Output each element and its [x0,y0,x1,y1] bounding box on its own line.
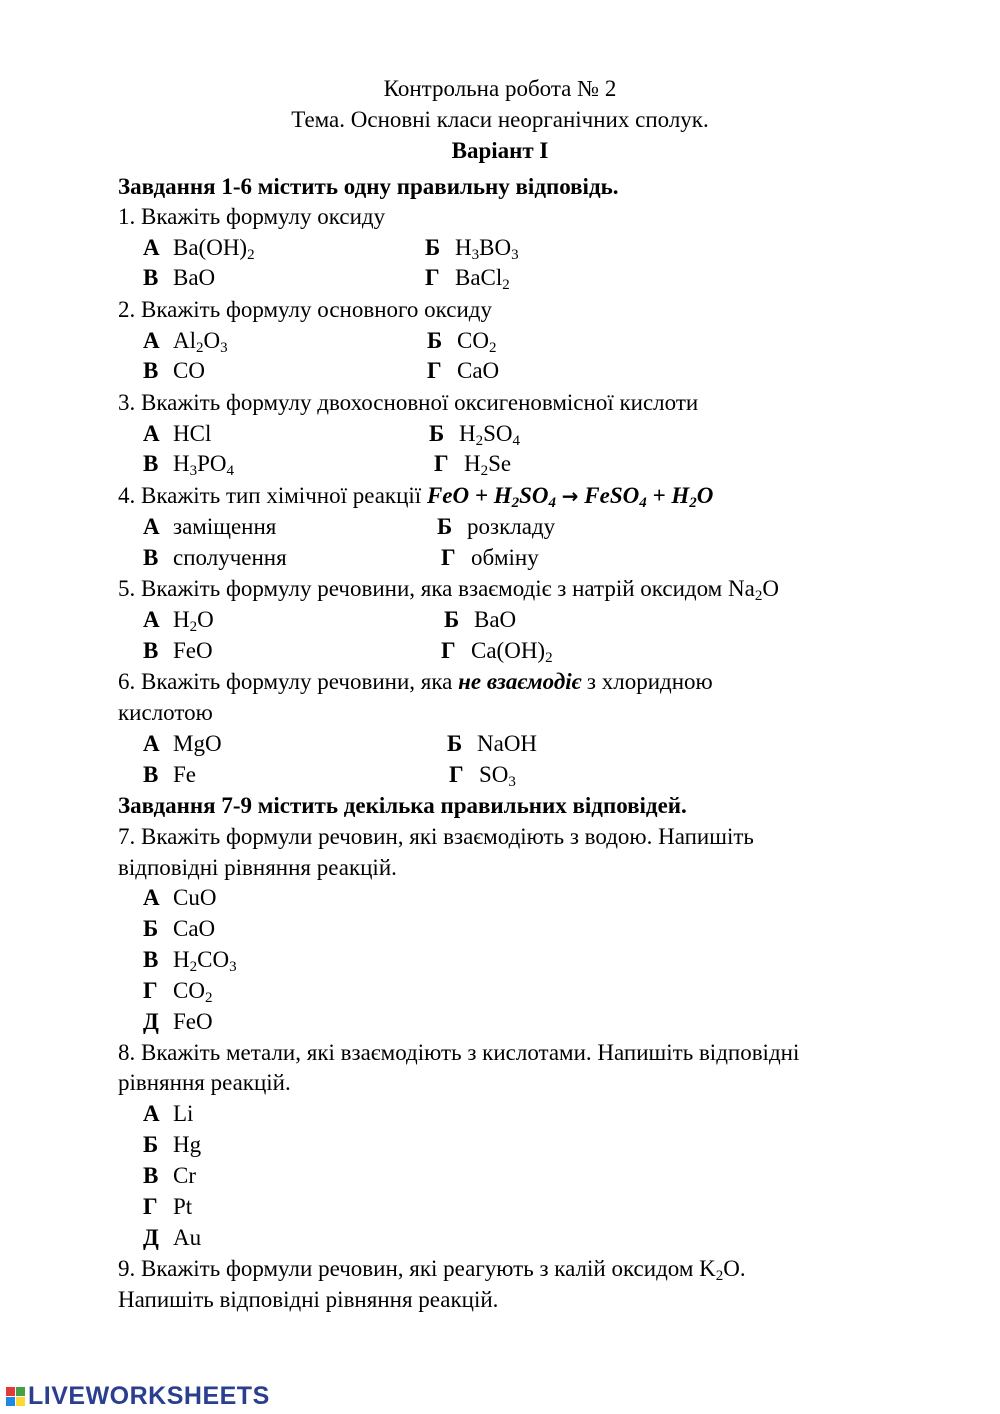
q2-option-c[interactable]: В CO [143,358,205,383]
question-7: 7. Вкажіть формули речовин, які взаємодіють з водою. Напишіть [118,824,754,849]
q7-option-e-row [0,1007,1000,1037]
logo-square-red [6,1387,15,1396]
q8-option-b-row [0,1130,1000,1160]
q1-option-b[interactable]: Б $H_3BO_3$ [425,235,519,263]
question-6-line2: кислотою [118,700,213,725]
q2-option-b[interactable]: Б $CO_2$ [427,328,497,356]
question-9-line2: Напишіть відповідні рівняння реакцій. [118,1287,499,1312]
question-4: 4. Вкажіть тип хімічної реакції FeO + $H_2SO_4$ → FeSO$_4$ + $H_2O$ [118,483,714,511]
question-3: 3. Вкажіть формулу двохосновної оксигеновмісної кислоти [118,390,699,415]
q5-options-row1 [0,605,1000,635]
question-1: 1. Вкажіть формулу оксиду [118,204,386,229]
q5-options-row2 [0,636,1000,666]
logo-text: LIVEWORKSHEETS [28,1381,270,1410]
q4-options-row2 [0,543,1000,573]
q8-option-d[interactable]: Г Pt [143,1194,193,1219]
question-9: 9. Вкажіть формули речовин, які реагують з калій оксидом $K_2O$. [118,1256,746,1284]
q1-options-row2 [0,263,1000,293]
q1-option-d[interactable]: Г BaCl$_2$ [425,265,510,293]
q8-option-c-row [0,1161,1000,1191]
q6-option-b[interactable]: Б NaOH [447,731,538,756]
q4-option-d[interactable]: Г обміну [441,545,539,570]
q3-option-d[interactable]: Г $H_2Se$ [434,451,512,479]
q3-option-a[interactable]: А HCl [143,421,212,446]
q2-options-row1 [0,326,1000,356]
q3-option-c[interactable]: В $H_3PO_4$ [143,451,235,479]
q1-option-c[interactable]: В BaO [143,265,216,290]
q3-options-row2 [0,449,1000,479]
q6-option-d[interactable]: Г $SO_3$ [449,762,516,790]
q8-option-e[interactable]: Д Au [143,1225,202,1250]
reaction-arrow-icon: → [561,484,579,508]
q5-option-a[interactable]: А $H_2O$ [143,607,214,635]
q8-option-e-row [0,1223,1000,1253]
title-line: Контрольна робота № 2 [383,76,617,101]
q8-option-a-row [0,1099,1000,1129]
q5-option-b[interactable]: Б BaO [444,607,517,632]
topic-line: Тема. Основні класи неорганічних сполук. [291,107,709,132]
q5-option-d[interactable]: Г $Ca(OH)_2$ [441,638,553,666]
q2-option-d[interactable]: Г CaO [427,358,500,383]
q3-option-b[interactable]: Б $H_2SO_4$ [429,421,521,449]
q4-option-c[interactable]: В сполучення [143,545,287,570]
q1-options-row1 [0,233,1000,263]
question-8-line2: рівняння реакцій. [118,1070,291,1095]
q2-option-a[interactable]: А $Al_2O_3$ [143,328,228,356]
logo-square-green [16,1387,25,1396]
question-2: 2. Вкажіть формулу основного оксиду [118,297,492,322]
logo-grid-icon [6,1387,25,1406]
question-6: 6. Вкажіть формулу речовини, яка не взаємодіє з хлоридною [118,669,713,694]
q7-option-e[interactable]: Д FeO [143,1009,213,1034]
q8-option-c[interactable]: В Cr [143,1163,196,1188]
section-heading-1: Завдання 1-6 містить одну правильну відповідь. [118,174,619,199]
reaction-equation: FeO + $H_2SO_4$ → FeSO$_4$ + $H_2O$ [426,483,714,511]
q7-option-d-row [0,976,1000,1006]
q7-option-a-row [0,883,1000,913]
q5-option-c[interactable]: В FeO [143,638,213,663]
q7-option-b-row [0,914,1000,944]
q8-option-b[interactable]: Б Hg [143,1132,202,1157]
q7-option-d[interactable]: Г $CO_2$ [143,978,213,1006]
q4-options-row1 [0,512,1000,542]
q8-option-d-row [0,1192,1000,1222]
question-8: 8. Вкажіть метали, які взаємодіють з кислотами. Напишіть відповідні [118,1040,800,1065]
q6-options-row2 [0,760,1000,790]
q7-option-b[interactable]: Б CaO [143,916,216,941]
q8-option-a[interactable]: А Li [143,1101,194,1126]
q7-option-a[interactable]: А CuO [143,885,217,910]
question-7-line2: відповідні рівняння реакцій. [118,855,397,880]
q2-options-row2 [0,356,1000,386]
logo-square-yellow [16,1397,25,1406]
question-5: 5. Вкажіть формулу речовини, яка взаємодіє з натрій оксидом $Na_2O$ [118,576,779,604]
liveworksheets-logo[interactable] [6,1378,270,1414]
section-heading-2: Завдання 7-9 містить декілька правильних відповідей. [118,793,687,818]
q6-option-a[interactable]: А MgO [143,731,222,756]
q4-option-b[interactable]: Б розкладу [437,514,556,539]
q7-option-c[interactable]: В $H_2CO_3$ [143,947,237,975]
q6-options-row1 [0,729,1000,759]
emphasis-text: не взаємодіє [458,669,582,694]
q1-option-a[interactable]: А $Ba(OH)_2$ [143,235,255,263]
logo-square-blue [6,1397,15,1406]
q3-options-row1 [0,419,1000,449]
variant-heading: Варіант І [451,138,549,163]
q4-option-a[interactable]: А заміщення [143,514,277,539]
q7-option-c-row [0,945,1000,975]
q6-option-c[interactable]: В Fe [143,762,196,787]
